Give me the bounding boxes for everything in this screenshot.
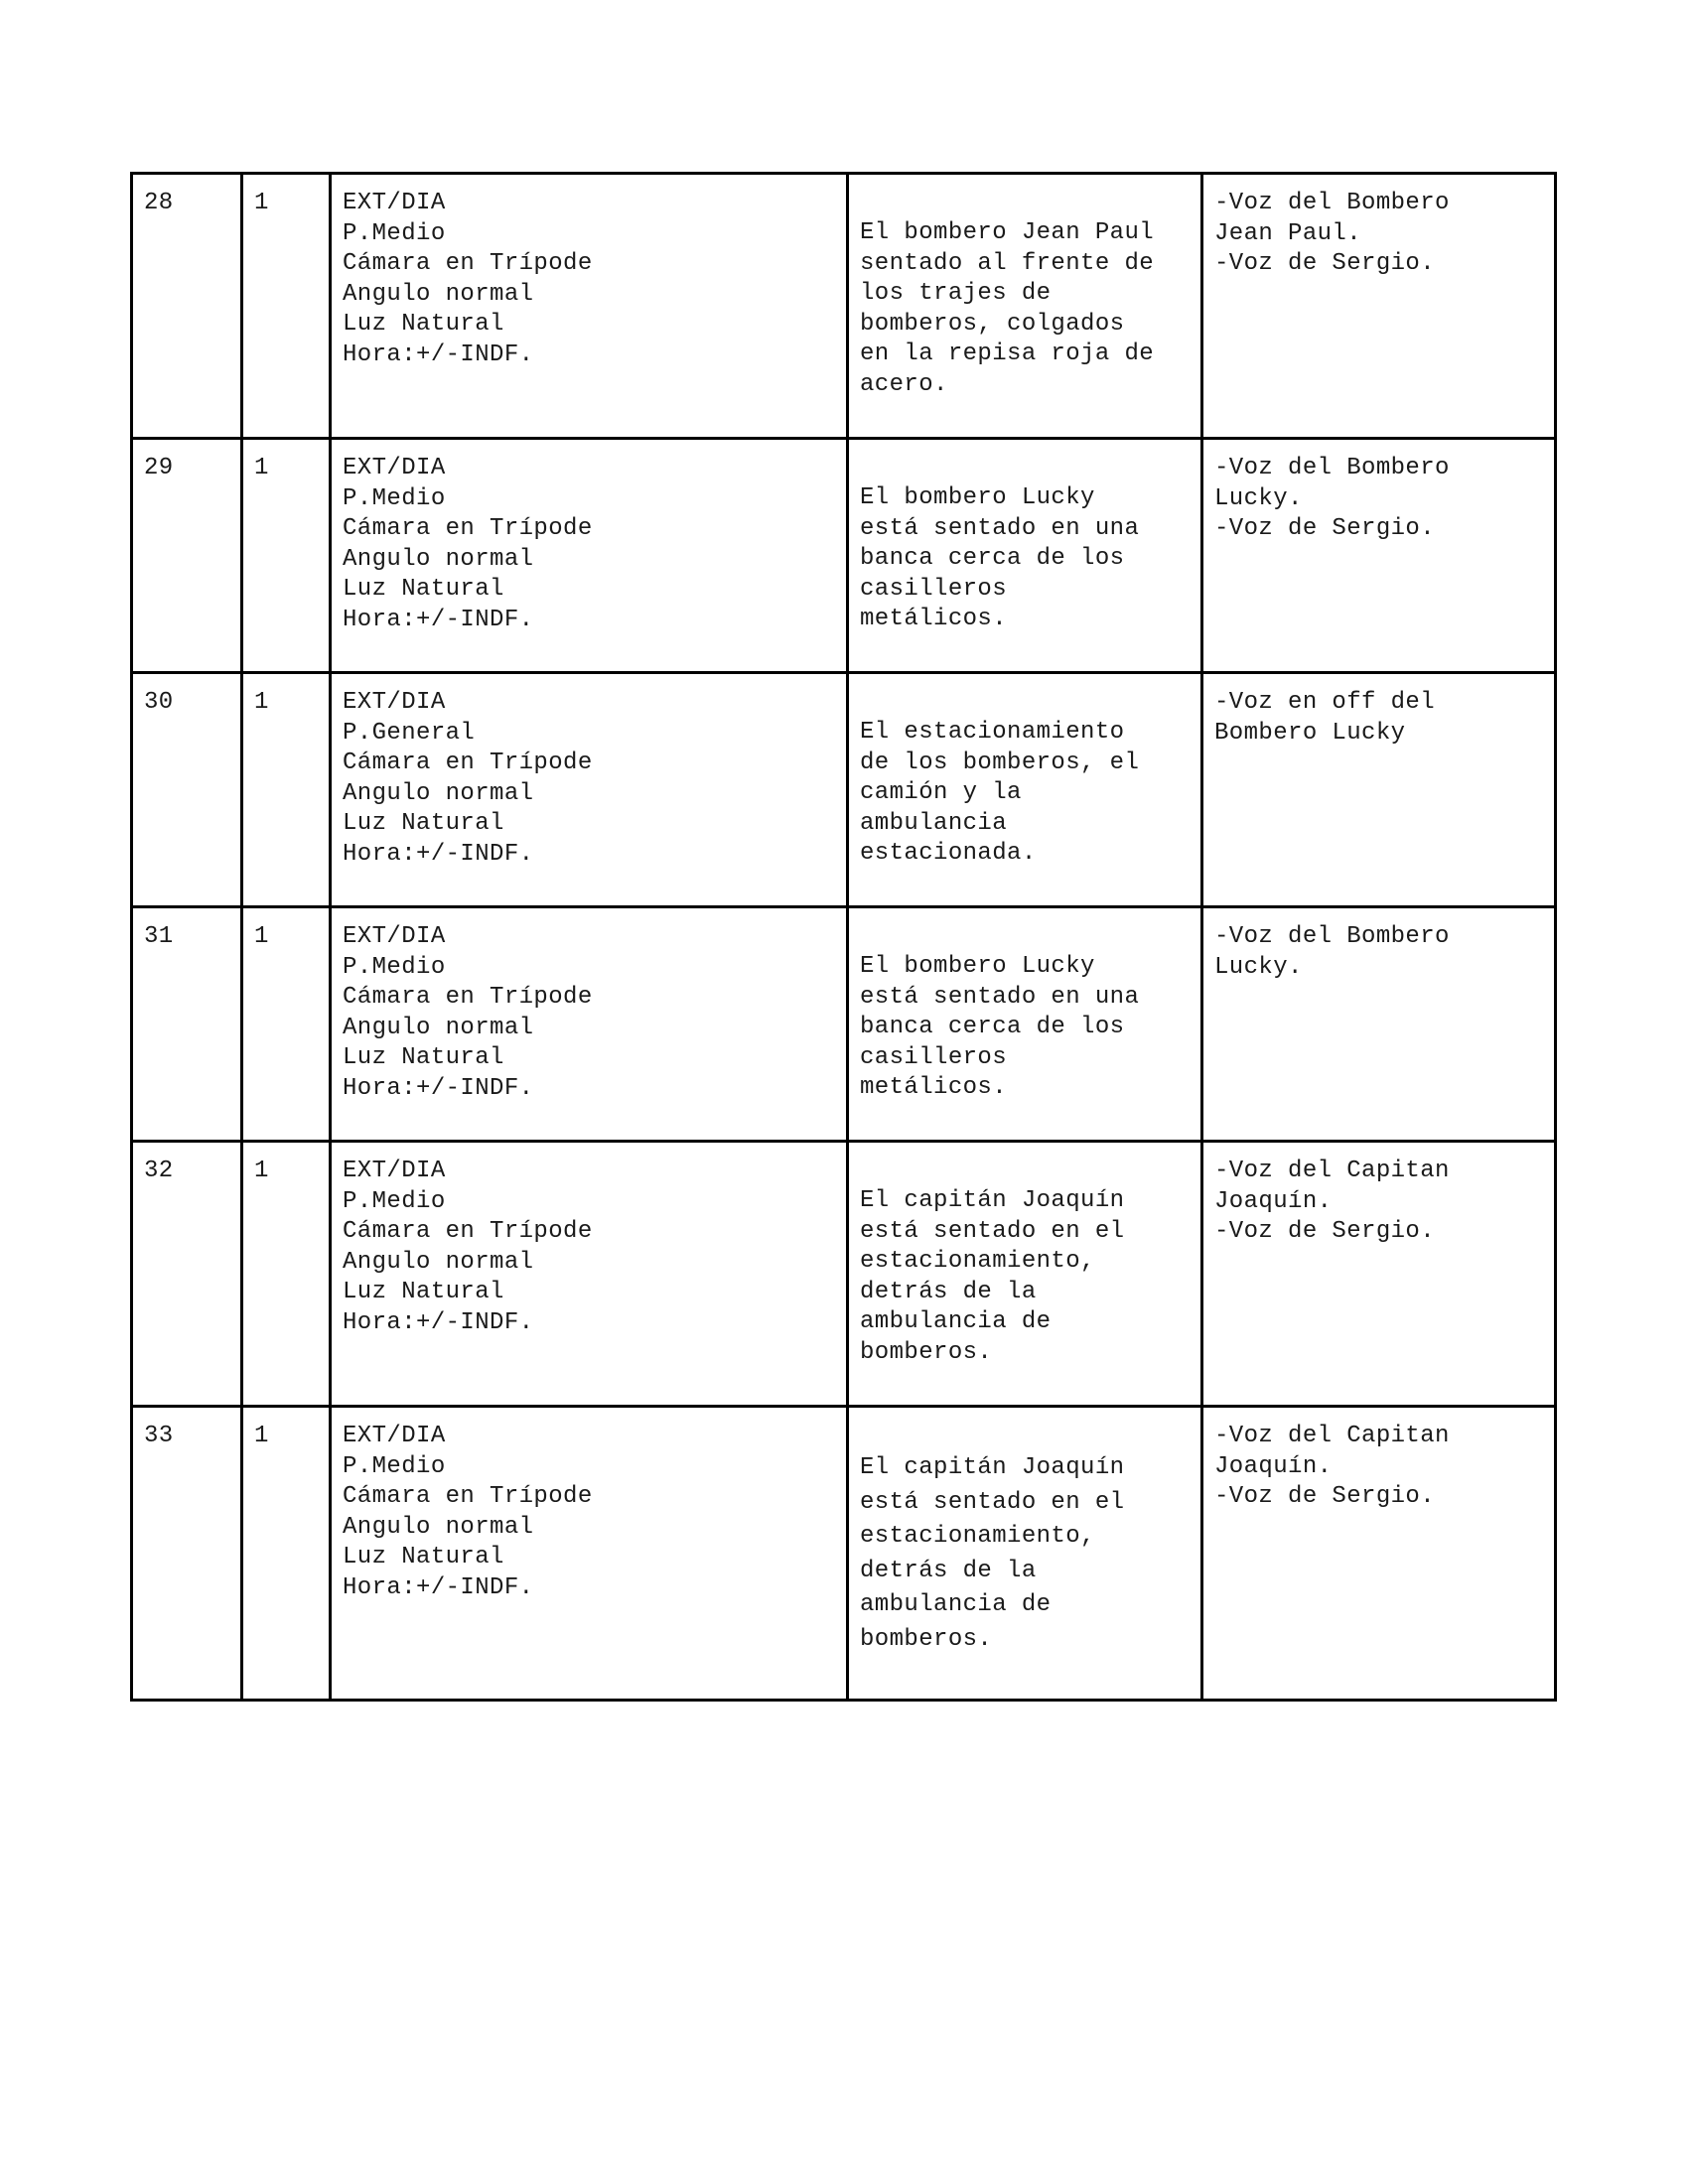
technical-spec-line: Hora:+/-INDF. — [343, 840, 534, 868]
technical-spec-line: Luz Natural — [343, 576, 504, 603]
technical-spec-line: Cámara en Trípode — [343, 750, 593, 776]
shot-description — [860, 1451, 1191, 1657]
technical-spec-line: Hora:+/-INDF. — [343, 1074, 534, 1102]
shot-list-table — [130, 172, 1557, 1702]
technical-spec-line: P.Medio — [343, 1187, 446, 1215]
audio-line: -Voz del Bombero — [1214, 455, 1450, 481]
audio-line: Jean Paul. — [1214, 219, 1362, 247]
audio-line: Bombero Lucky — [1214, 719, 1406, 747]
technical-spec-line: Hora:+/-INDF. — [343, 606, 534, 633]
shot-description-line: bomberos. — [860, 1625, 993, 1653]
technical-spec-line: P.Medio — [343, 484, 446, 512]
take-number-cell — [242, 174, 331, 439]
technical-spec-line: Hora:+/-INDF. — [343, 1308, 534, 1336]
shot-description-line: está sentado en una — [860, 514, 1140, 542]
scene-number: 31 — [144, 923, 174, 950]
technical-spec-line: Angulo normal — [343, 1014, 534, 1041]
audio-cell — [1202, 439, 1556, 673]
audio-cell — [1202, 1407, 1556, 1701]
take-number-cell — [242, 439, 331, 673]
scene-number-cell — [132, 1407, 242, 1701]
shot-description-line: sentado al frente de — [860, 249, 1155, 277]
audio-cell — [1202, 907, 1556, 1142]
technical-spec-line: Luz Natural — [343, 1044, 504, 1071]
technical-spec-line: Luz Natural — [343, 1279, 504, 1305]
audio-line: -Voz del Capitan — [1214, 1423, 1450, 1449]
audio-line: Lucky. — [1214, 484, 1303, 512]
shot-description — [860, 1186, 1191, 1368]
scene-number: 28 — [144, 190, 174, 216]
audio-line: -Voz en off del — [1214, 689, 1436, 716]
audio-line: -Voz de Sergio. — [1214, 250, 1436, 277]
technical-spec-line: Angulo normal — [343, 545, 534, 573]
technical-spec-line: EXT/DIA — [343, 1158, 446, 1184]
shot-description-cell — [848, 1142, 1202, 1407]
shot-description — [860, 483, 1191, 635]
audio-line: Joaquín. — [1214, 1187, 1333, 1215]
shot-description-line: El capitán Joaquín — [860, 1187, 1125, 1214]
take-number: 1 — [254, 455, 269, 481]
shot-description-line: El bombero Lucky — [860, 484, 1095, 511]
technical-spec-line: P.Medio — [343, 219, 446, 247]
technical-spec-cell — [331, 1407, 848, 1701]
shot-description-line: de los bomberos, el — [860, 749, 1140, 776]
shot-description-line: detrás de la — [860, 1557, 1037, 1584]
shot-description-line: metálicos. — [860, 606, 1008, 632]
take-number-cell — [242, 1407, 331, 1701]
shot-description-line: bomberos, colgados — [860, 310, 1125, 338]
scene-number-cell — [132, 673, 242, 907]
scene-number: 32 — [144, 1158, 174, 1184]
shot-description-line: está sentado en el — [860, 1488, 1125, 1516]
scene-number-cell — [132, 174, 242, 439]
audio-line: Lucky. — [1214, 953, 1303, 981]
technical-spec-line: P.Medio — [343, 953, 446, 981]
technical-spec-line: Cámara en Trípode — [343, 515, 593, 542]
take-number: 1 — [254, 689, 269, 716]
audio-line: -Voz de Sergio. — [1214, 515, 1436, 542]
technical-spec-cell — [331, 1142, 848, 1407]
shot-description-cell — [848, 673, 1202, 907]
audio-cell — [1202, 673, 1556, 907]
table-row — [132, 439, 1556, 673]
technical-spec-line: EXT/DIA — [343, 190, 446, 216]
shot-description-cell — [848, 174, 1202, 439]
shot-description-cell — [848, 1407, 1202, 1701]
shot-description-line: acero. — [860, 370, 948, 398]
technical-spec-cell — [331, 174, 848, 439]
table-row — [132, 174, 1556, 439]
technical-spec-line: Cámara en Trípode — [343, 1218, 593, 1245]
audio-line: -Voz de Sergio. — [1214, 1483, 1436, 1510]
shot-description-line: El estacionamiento — [860, 719, 1125, 746]
shot-description-line: ambulancia — [860, 809, 1008, 837]
shot-description-line: camión y la — [860, 779, 1022, 806]
audio-line: -Voz del Capitan — [1214, 1158, 1450, 1184]
shot-description-line: metálicos. — [860, 1074, 1008, 1101]
audio-line: -Voz del Bombero — [1214, 923, 1450, 950]
technical-spec-line: Cámara en Trípode — [343, 1483, 593, 1510]
shot-list-body — [132, 174, 1556, 1701]
table-row — [132, 1407, 1556, 1701]
take-number-cell — [242, 1142, 331, 1407]
take-number: 1 — [254, 923, 269, 950]
take-number: 1 — [254, 1423, 269, 1449]
scene-number-cell — [132, 439, 242, 673]
table-row — [132, 673, 1556, 907]
shot-description-line: banca cerca de los — [860, 545, 1125, 572]
technical-spec-line: Angulo normal — [343, 1513, 534, 1541]
technical-spec-line: EXT/DIA — [343, 689, 446, 716]
technical-spec-line: Luz Natural — [343, 311, 504, 338]
take-number-cell — [242, 907, 331, 1142]
technical-spec-line: EXT/DIA — [343, 923, 446, 950]
shot-description-line: ambulancia de — [860, 1308, 1052, 1335]
audio-line: -Voz del Bombero — [1214, 190, 1450, 216]
table-row — [132, 907, 1556, 1142]
shot-description-line: detrás de la — [860, 1278, 1037, 1305]
technical-spec-line: Hora:+/-INDF. — [343, 341, 534, 368]
technical-spec-line: EXT/DIA — [343, 455, 446, 481]
scene-number: 29 — [144, 455, 174, 481]
shot-description-line: en la repisa roja de — [860, 341, 1155, 367]
technical-spec-line: Cámara en Trípode — [343, 250, 593, 277]
shot-description — [860, 218, 1191, 400]
shot-description-line: estacionamiento, — [860, 1248, 1095, 1275]
technical-spec-line: Angulo normal — [343, 280, 534, 308]
technical-spec-cell — [331, 439, 848, 673]
shot-description — [860, 718, 1191, 870]
shot-description-line: bomberos. — [860, 1338, 993, 1366]
shot-description-line: está sentado en una — [860, 983, 1140, 1011]
scene-number: 33 — [144, 1423, 174, 1449]
shot-description-line: los trajes de — [860, 280, 1052, 307]
shot-description-line: El capitán Joaquín — [860, 1454, 1125, 1481]
technical-spec-line: EXT/DIA — [343, 1423, 446, 1449]
technical-spec-line: Hora:+/-INDF. — [343, 1573, 534, 1601]
table-row — [132, 1142, 1556, 1407]
technical-spec-cell — [331, 907, 848, 1142]
shot-description — [860, 952, 1191, 1104]
audio-line: -Voz de Sergio. — [1214, 1218, 1436, 1245]
scene-number-cell — [132, 1142, 242, 1407]
shot-description-line: banca cerca de los — [860, 1014, 1125, 1040]
shot-description-line: casilleros — [860, 575, 1008, 603]
shot-description-cell — [848, 907, 1202, 1142]
shot-description-line: El bombero Jean Paul — [860, 219, 1155, 246]
shot-description-line: casilleros — [860, 1043, 1008, 1071]
shot-description-line: estacionada. — [860, 840, 1037, 867]
audio-line: Joaquín. — [1214, 1452, 1333, 1480]
technical-spec-line: Angulo normal — [343, 779, 534, 807]
take-number: 1 — [254, 1158, 269, 1184]
technical-spec-line: P.General — [343, 719, 476, 747]
audio-cell — [1202, 174, 1556, 439]
take-number-cell — [242, 673, 331, 907]
technical-spec-cell — [331, 673, 848, 907]
audio-cell — [1202, 1142, 1556, 1407]
technical-spec-line: Luz Natural — [343, 1544, 504, 1570]
technical-spec-line: Cámara en Trípode — [343, 984, 593, 1011]
shot-description-line: estacionamiento, — [860, 1523, 1095, 1550]
technical-spec-line: Luz Natural — [343, 810, 504, 837]
scene-number: 30 — [144, 689, 174, 716]
shot-description-line: El bombero Lucky — [860, 953, 1095, 980]
shot-description-cell — [848, 439, 1202, 673]
technical-spec-line: Angulo normal — [343, 1248, 534, 1276]
shot-description-line: ambulancia de — [860, 1591, 1052, 1618]
technical-spec-line: P.Medio — [343, 1452, 446, 1480]
take-number: 1 — [254, 190, 269, 216]
scene-number-cell — [132, 907, 242, 1142]
shot-description-line: está sentado en el — [860, 1217, 1125, 1245]
